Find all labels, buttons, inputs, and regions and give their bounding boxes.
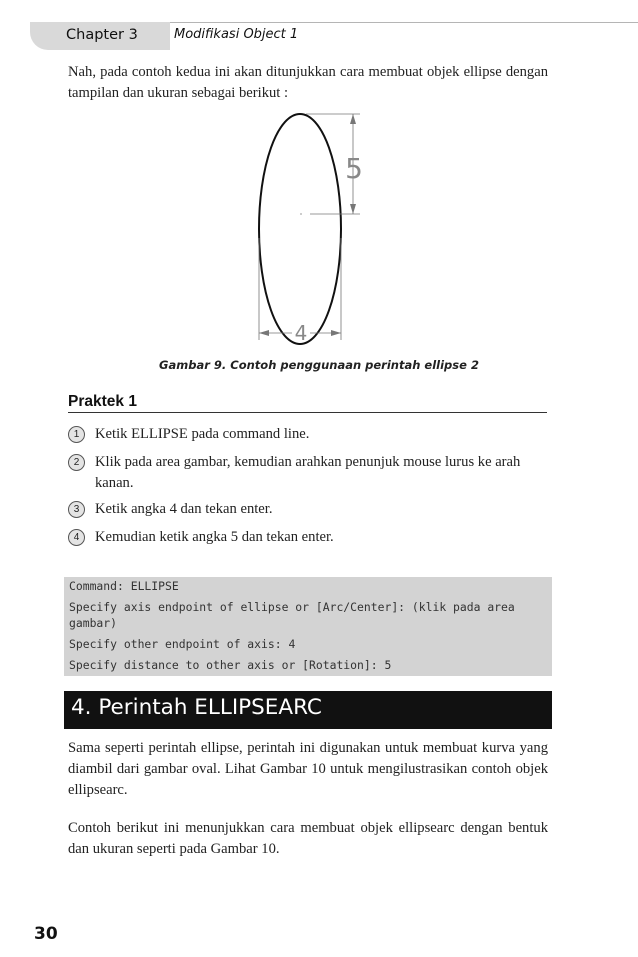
ellipse-center-mark xyxy=(300,213,302,215)
command-line: Specify axis endpoint of ellipse or [Arc/Center]: (klik pada area gambar) xyxy=(69,600,515,630)
body-paragraph: Sama seperti perintah ellipse, perintah ini digunakan untuk membuat kurva yang diambil dari gambar oval. Lihat Gambar 10 untuk mengilustrasikan contoh objek ellipsearc. xyxy=(68,740,548,798)
step-number-badge: 1 xyxy=(68,426,85,443)
dimension-arrow-right xyxy=(331,330,341,336)
step-text: Kemudian ketik angka 5 dan tekan enter. xyxy=(95,529,334,545)
step-number-badge: 4 xyxy=(68,529,85,546)
dimension-label-vertical: 5 xyxy=(345,152,363,185)
praktek-rule xyxy=(68,412,547,413)
command-line: Specify distance to other axis or [Rotation]: 5 xyxy=(69,658,392,672)
praktek-title: Praktek 1 xyxy=(68,393,137,410)
command-box xyxy=(64,577,552,676)
dimension-arrow-up xyxy=(350,114,356,124)
step-number-badge: 2 xyxy=(68,454,85,471)
intro-paragraph: Nah, pada contoh kedua ini akan ditunjukkan cara membuat objek ellipse dengan tampilan dan ukuran sebagai berikut : xyxy=(68,64,548,101)
page-number: 30 xyxy=(34,924,58,944)
chapter-tab xyxy=(30,22,170,50)
section-title: 4. Perintah ELLIPSEARC xyxy=(71,695,322,720)
section-heading xyxy=(64,691,552,729)
step-number-badge: 3 xyxy=(68,501,85,518)
ellipse-shape xyxy=(259,114,341,344)
dimension-arrow-down xyxy=(350,204,356,214)
chapter-title: Modifikasi Object 1 xyxy=(174,27,299,42)
chapter-label: Chapter 3 xyxy=(66,27,138,43)
figure-caption: Gambar 9. Contoh penggunaan perintah ellipse 2 xyxy=(159,358,479,372)
step-text: Klik pada area gambar, kemudian arahkan penunjuk mouse lurus ke arah kanan. xyxy=(95,454,521,491)
step-text: Ketik angka 4 dan tekan enter. xyxy=(95,501,273,517)
dimension-arrow-left xyxy=(259,330,269,336)
command-line: Specify other endpoint of axis: 4 xyxy=(69,637,296,651)
dimension-label-horizontal: 4 xyxy=(294,321,308,345)
body-paragraph: Contoh berikut ini menunjukkan cara membuat objek ellipsearc dengan bentuk dan ukuran seperti pada Gambar 10. xyxy=(68,820,548,857)
command-line: Command: ELLIPSE xyxy=(69,579,179,593)
header-rule xyxy=(150,22,638,23)
step-text: Ketik ELLIPSE pada command line. xyxy=(95,426,310,442)
ellipse-figure xyxy=(248,108,368,346)
